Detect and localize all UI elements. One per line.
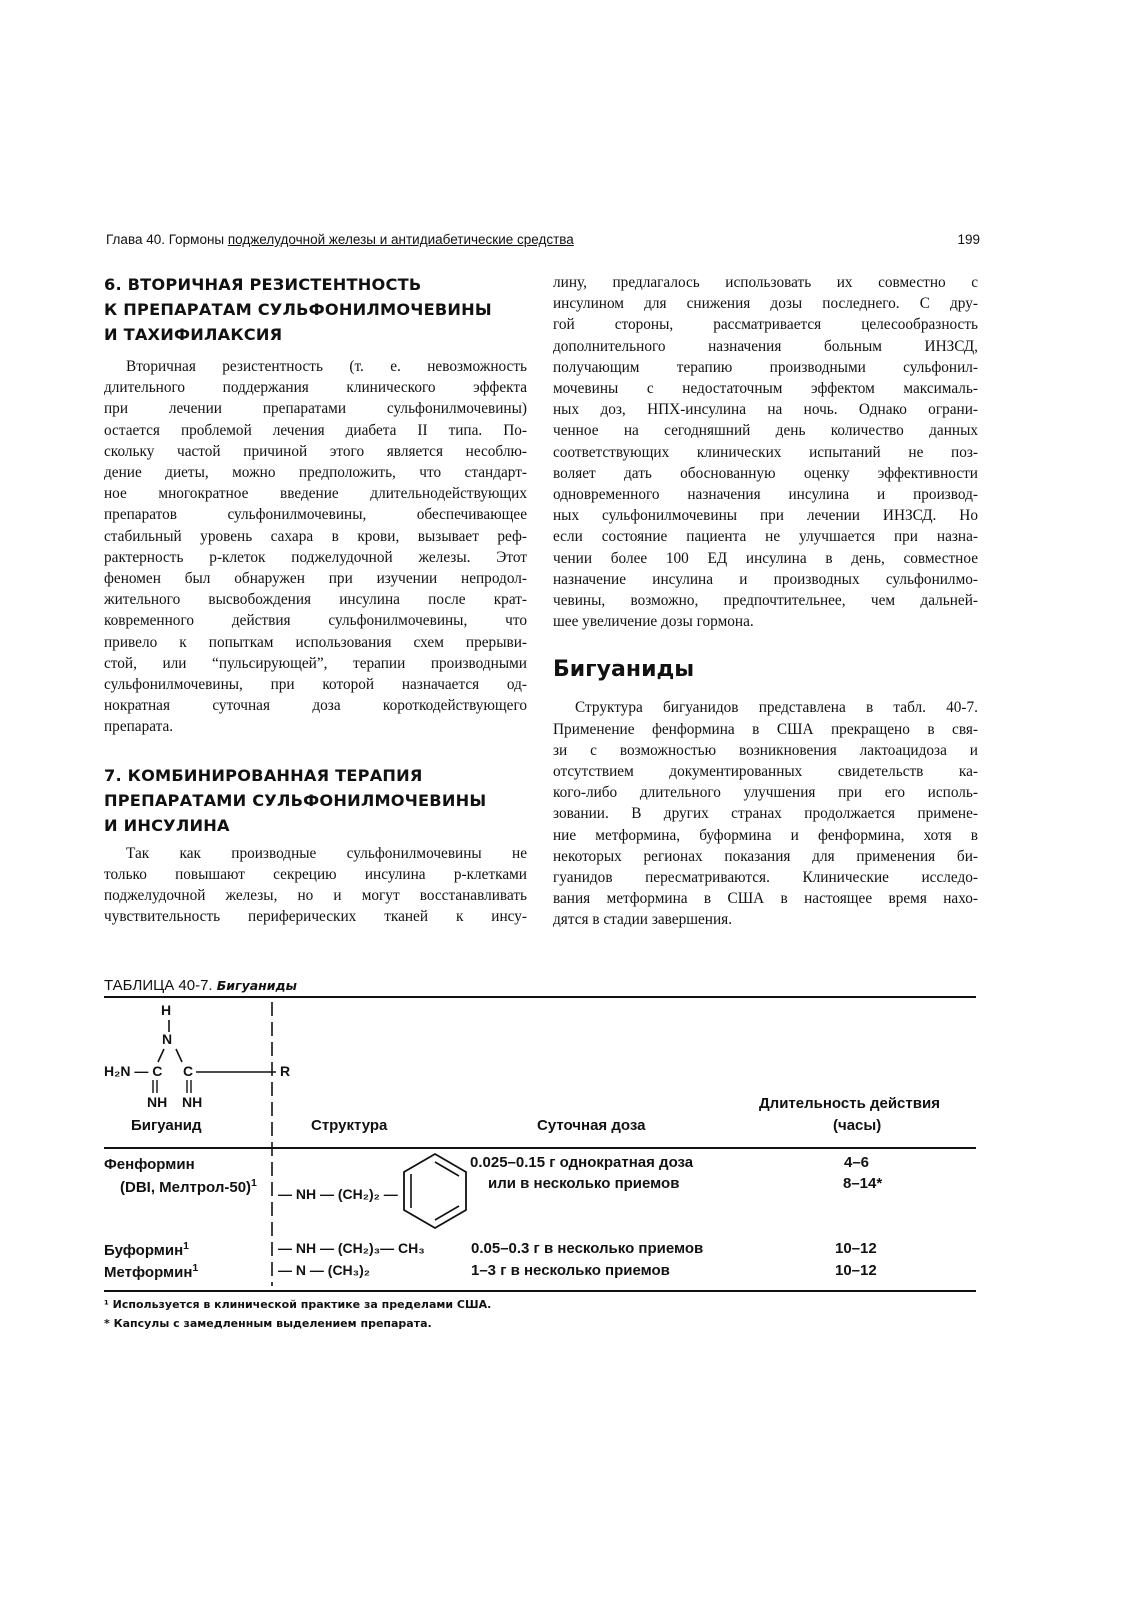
drug-name-brand: (DBI, Мелтрол-50)$^1$ xyxy=(120,1177,257,1196)
column-header-drug: Бигуанид xyxy=(131,1117,202,1134)
drug-dose: 0.025–0.15 г однократная доза xyxy=(470,1154,694,1171)
biguanides-table xyxy=(104,996,976,1296)
drug-dose: 0.05–0.3 г в несколько приемов xyxy=(471,1240,704,1257)
table-caption-title: Бигуаниды xyxy=(216,978,297,993)
drug-name: Фенформин xyxy=(104,1156,195,1173)
column-header-duration-2: (часы) xyxy=(833,1117,882,1134)
biguanides-body: Структура бигуанидов представлена в табл. 40-7. Применение фенформина в США прекращено в свя- зи с возможностью возникновения лактоацидоза и отсутствием документированных свидетельств ка- кого-либо длительного улучшения при его исполь- зовании. В других странах продолжается примене- ние метформина, буформина и фенформина, хотя в некоторых регионах показания для применения би- гуанидов пересматриваются. Клинические исследо- вания метформина в США в настоящее время нахо- дятся в стадии завершения. xyxy=(553,699,978,929)
core-structure-c: C xyxy=(183,1063,194,1079)
chapter-title-underlined: поджелудочной железы и антидиабетические средства xyxy=(227,232,574,247)
core-structure-h2n-c: H₂N — C xyxy=(104,1063,163,1079)
continuation-text: лину, предлагалось использовать их совместно с инсулином для снижения дозы последнего. С дру- гой стороны, рассматривается целесообразность дополнительного назначения больным ИНЗСД, получающим терапию производными сульфонил- мочевины с недостаточным эффектом максималь- ных доз, НПХ-инсулина на ночь. Однако ограни- ченное на сегодняшний день количество данных соответствующих клинических испытаний не поз- воляет дать обоснованную оценку эффективности одновременного назначения инсулина и производ- ных сульфонилмочевины при лечении ИНЗСД. Но если состояние пациента не улучшается при назна- чении более 100 ЕД инсулина в день, совместное назначение инсулина и производных сульфонилмо- чевины, возможно, предпочтительнее, чем дальней- шее увеличение дозы гормона. xyxy=(553,274,978,631)
section-7-title: 7. КОМБИНИРОВАННАЯ ТЕРАПИЯ ПРЕПАРАТАМИ СУЛЬФОНИЛМОЧЕВИНЫ И ИНСУЛИНА xyxy=(104,765,487,835)
biguanides-heading: Бигуаниды xyxy=(553,657,695,683)
section-6-body: Вторичная резистентность (т. е. невозможность длительного поддержания клинического эффекта при лечении препаратами сульфонилмочевины) остается проблемой лечения диабета II типа. По- скольку частой причиной этого является несоблю- дение диеты, можно предположить, что стандарт- ное многократное введение длительнодействующих препаратов сульфонилмочевины, обеспечивающее стабильный уровень сахара в крови, вызывает реф- рактерность р-клеток поджелудочной железы. Этот феномен был обнаружен при изучении непродол- жительного высвобождения инсулина после крат- ковременного действия сульфонилмочевины, что привело к попыткам использования схем прерыви- стой, или “пульсирующей”, терапии производными сульфонилмочевины, при которой назначается од- нократная суточная доза короткодействующего препарата. xyxy=(104,358,527,736)
drug-structure: — NH — (CH₂)₂ — xyxy=(278,1186,398,1202)
core-structure-nh-left: NH xyxy=(147,1094,168,1110)
drug-structure: — N — (CH₃)₂ xyxy=(278,1262,371,1278)
drug-name: Буформин$^1$ xyxy=(104,1240,190,1259)
left-column xyxy=(104,272,527,927)
core-structure-h: H xyxy=(161,1002,172,1018)
core-double-bonds xyxy=(148,1080,198,1094)
drug-dose: 1–3 г в несколько приемов xyxy=(471,1262,670,1279)
core-structure-r: R xyxy=(280,1063,291,1079)
section-7-body: Так как производные сульфонилмочевины не только повышают секрецию инсулина р-клетками поджелудочной железы, но и могут восстанавливать чувствительность периферических тканей к инсу- xyxy=(104,844,527,926)
section-6-title: 6. ВТОРИЧНАЯ РЕЗИСТЕНТНОСТЬ К ПРЕПАРАТАМ СУЛЬФОНИЛМОЧЕВИНЫ И ТАХИФИЛАКСИЯ xyxy=(104,275,492,344)
drug-structure: — NH — (CH₂)₃— CH₃ xyxy=(278,1240,425,1256)
chapter-title: Глава 40. Гормоны поджелудочной железы и антидиабетические средства xyxy=(106,232,574,247)
drug-duration: 10–12 xyxy=(835,1240,877,1257)
column-separator xyxy=(270,1002,274,1286)
core-structure-n: N xyxy=(162,1031,173,1047)
benzene-ring xyxy=(400,1150,470,1234)
core-structure-nh-right: NH xyxy=(182,1094,203,1110)
core-bond-r xyxy=(196,1070,276,1074)
table-caption: ТАБЛИЦА 40-7. Бигуаниды xyxy=(104,977,297,994)
column-header-duration-1: Длительность действия xyxy=(759,1095,940,1112)
drug-duration-2: 8–14* xyxy=(843,1175,883,1192)
drug-duration: 10–12 xyxy=(835,1262,877,1279)
column-header-dose: Суточная доза xyxy=(537,1117,646,1134)
column-header-structure: Структура xyxy=(311,1117,388,1134)
footnote-outside-usa: ¹ Используется в клинической практике за пределами США. xyxy=(104,1298,492,1311)
drug-dose-2: или в несколько приемов xyxy=(488,1175,680,1192)
drug-duration: 4–6 xyxy=(844,1154,870,1171)
running-header xyxy=(106,232,980,252)
core-bonds-n-c xyxy=(150,1048,190,1064)
right-column xyxy=(553,272,978,931)
footnote-extended-release: * Капсулы с замедленным выделением препарата. xyxy=(104,1317,432,1330)
drug-name: Метформин$^1$ xyxy=(104,1262,199,1281)
page-number: 199 xyxy=(957,232,980,247)
